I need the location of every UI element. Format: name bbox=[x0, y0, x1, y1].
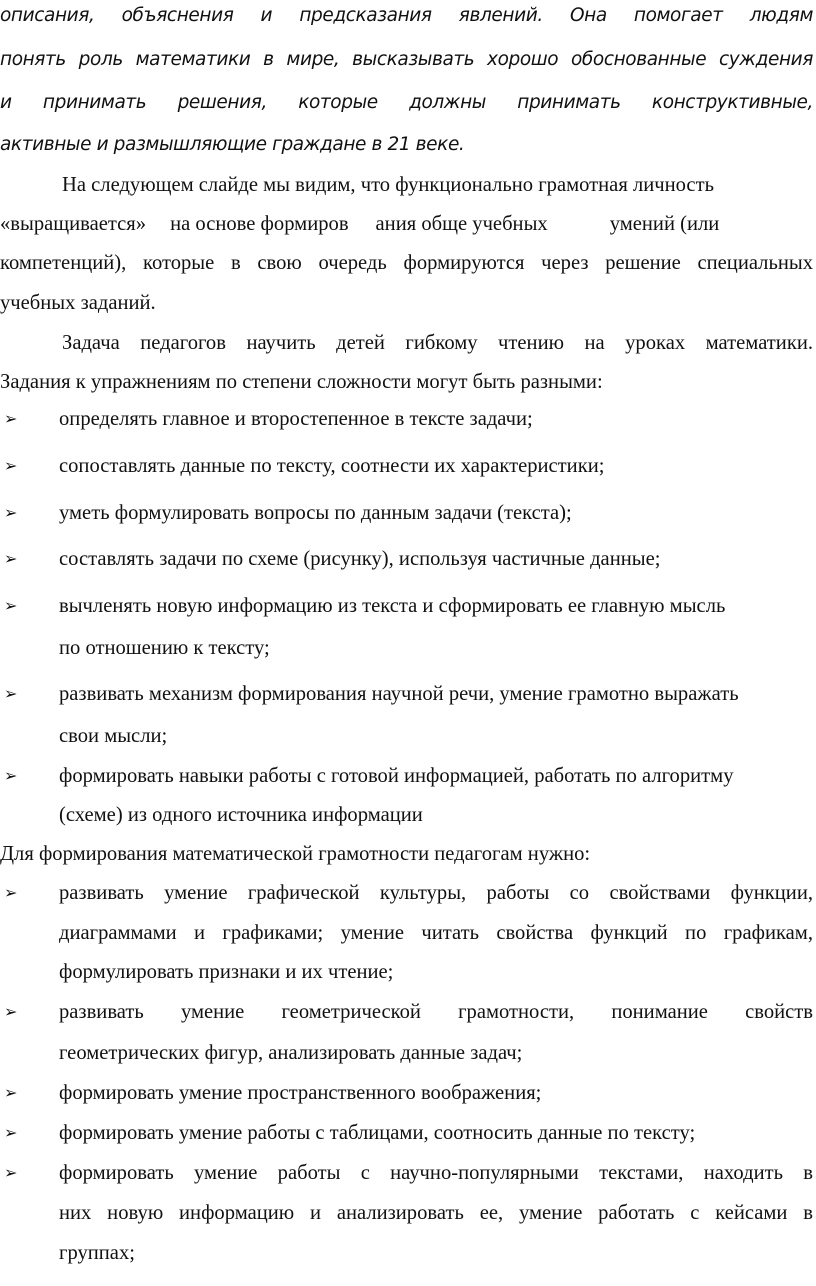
list-item-continuation: по отношению к тексту; bbox=[59, 637, 270, 659]
arrow-bullet-icon: ➢ bbox=[4, 1123, 18, 1142]
list-item-continuation: свои мысли; bbox=[59, 725, 168, 747]
arrow-bullet-icon: ➢ bbox=[4, 766, 18, 785]
intro-line: и принимать решения, которые должны принимать конструктивные, bbox=[0, 93, 813, 113]
intro-line: активные и размышляющие граждане в 21 веке. bbox=[0, 135, 465, 155]
list-item: развивать умение геометрической грамотности, понимание свойств bbox=[59, 1001, 813, 1023]
arrow-bullet-icon: ➢ bbox=[4, 684, 18, 703]
intro-line: описания, объяснения и предсказания явлений. Она помогает людям bbox=[0, 6, 813, 26]
list-item: составлять задачи по схеме (рисунку), используя частичные данные; bbox=[59, 548, 661, 570]
list-item-continuation: (схеме) из одного источника информации bbox=[59, 804, 423, 826]
list-item-continuation: диаграммами и графиками; умение читать свойства функций по графикам, bbox=[59, 922, 813, 944]
paragraph-line: Задача педагогов научить детей гибкому чтению на уроках математики. bbox=[62, 332, 813, 354]
intro-line: понять роль математики в мире, высказывать хорошо обоснованные суждения bbox=[0, 50, 813, 70]
list-item: вычленять новую информацию из текста и сформировать ее главную мысль bbox=[59, 595, 726, 617]
paragraph-line: На следующем слайде мы видим, что функционально грамотная личность bbox=[62, 174, 714, 196]
text-fragment: ания обще учебных bbox=[375, 213, 548, 235]
list-item: формировать умение работы с научно-популярными текстами, находить в bbox=[59, 1162, 813, 1184]
list-item: формировать умение пространственного воображения; bbox=[59, 1082, 542, 1104]
arrow-bullet-icon: ➢ bbox=[4, 883, 18, 902]
list-item-continuation: геометрических фигур, анализировать данные задач; bbox=[59, 1042, 523, 1064]
arrow-bullet-icon: ➢ bbox=[4, 596, 18, 615]
arrow-bullet-icon: ➢ bbox=[4, 1002, 18, 1021]
paragraph-line bbox=[0, 212, 800, 236]
list-item: определять главное и второстепенное в тексте задачи; bbox=[59, 408, 533, 430]
text-fragment: «выращивается» bbox=[0, 213, 147, 235]
paragraph-line: учебных заданий. bbox=[0, 292, 156, 314]
list-item-continuation: группах; bbox=[59, 1242, 135, 1264]
arrow-bullet-icon: ➢ bbox=[4, 409, 18, 428]
arrow-bullet-icon: ➢ bbox=[4, 1083, 18, 1102]
paragraph-line: Задания к упражнениям по степени сложности могут быть разными: bbox=[0, 371, 603, 393]
arrow-bullet-icon: ➢ bbox=[4, 549, 18, 568]
list-item-continuation: них новую информацию и анализировать ее, умение работать с кейсами в bbox=[59, 1202, 813, 1224]
list-item: формировать навыки работы с готовой информацией, работать по алгоритму bbox=[59, 765, 734, 787]
arrow-bullet-icon: ➢ bbox=[4, 1163, 18, 1182]
list-item: сопоставлять данные по тексту, соотнести их характеристики; bbox=[59, 455, 605, 477]
paragraph-line: Для формирования математической грамотности педагогам нужно: bbox=[0, 843, 591, 865]
list-item: уметь формулировать вопросы по данным задачи (текста); bbox=[59, 502, 572, 524]
paragraph-line: компетенций), которые в свою очередь формируются через решение специальных bbox=[0, 252, 813, 274]
list-item-continuation: формулировать признаки и их чтение; bbox=[59, 961, 394, 983]
arrow-bullet-icon: ➢ bbox=[4, 456, 18, 475]
text-fragment: умений (или bbox=[609, 213, 720, 235]
list-item: развивать механизм формирования научной речи, умение грамотно выражать bbox=[59, 683, 739, 705]
list-item: развивать умение графической культуры, работы со свойствами функции, bbox=[59, 882, 813, 904]
arrow-bullet-icon: ➢ bbox=[4, 503, 18, 522]
list-item: формировать умение работы с таблицами, соотносить данные по тексту; bbox=[59, 1122, 696, 1144]
text-fragment: на основе формиров bbox=[170, 213, 349, 235]
